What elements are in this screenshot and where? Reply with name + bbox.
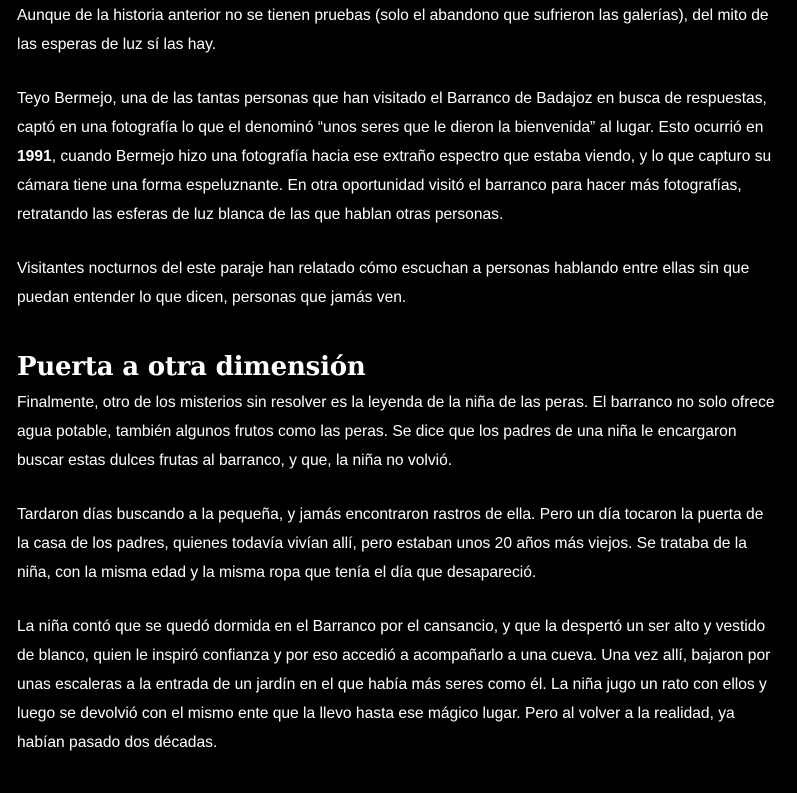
paragraph-teyo-bermejo	[17, 84, 777, 229]
paragraph-evidence: Aunque de la historia anterior no se tienen pruebas (solo el abandono que sufrieron las galerías), del mito de las esperas de luz sí las hay.	[17, 7, 769, 53]
paragraph-search: Tardaron días buscando a la pequeña, y jamás encontraron rastros de ella. Pero un día tocaron la puerta de la casa de los padres, quienes todavía vivían allí, pero estaban unos 20 años más viejos. Se trataba de la niña, con la misma edad y la misma ropa que tenía el día que desapareció.	[17, 506, 764, 581]
paragraph-girl-story: La niña contó que se quedó dormida en el Barranco por el cansancio, y que la despertó un ser alto y vestido de blanco, quien le inspiró confianza y por eso accedió a acompañarlo a una cueva. Una vez allí, bajaron por unas escaleras a la entrada de un jardín en el que había más seres como él. La niña jugo un rato con ellos y luego se devolvió con el mismo ente que la llevo hasta ese mágico lugar. Pero al volver a la realidad, ya habían pasado dos décadas.	[17, 618, 771, 751]
section-heading: Puerta a otra dimensión	[17, 352, 366, 382]
paragraph-pear-girl-legend: Finalmente, otro de los misterios sin resolver es la leyenda de la niña de las peras. El barranco no solo ofrece agua potable, también algunos frutos como las peras. Se dice que los padres de una niña le encargaron buscar estas dulces frutas al barranco, y que, la niña no volvió.	[17, 394, 775, 469]
paragraph-teyo-text-start: Teyo Bermejo, una de las tantas personas que han visitado el Barranco de Badajoz en busca de respuestas, captó en una fotografía lo que el denominó “unos seres que le dieron la bienvenida” al lugar. Esto ocurrió en	[17, 90, 767, 136]
paragraph-night-visitors: Visitantes nocturnos del este paraje han relatado cómo escuchan a personas hablando entre ellas sin que puedan entender lo que dicen, personas que jamás ven.	[17, 260, 750, 306]
article-body	[17, 0, 777, 782]
year-highlight: 1991	[17, 148, 52, 165]
paragraph-teyo-text-end: , cuando Bermejo hizo una fotografía hacia ese extraño espectro que estaba viendo, y lo que capturo su cámara tiene una forma espeluznante. En otra oportunidad visitó el barranco para hacer más fotografías, retratando las esferas de luz blanca de las que hablan otras personas.	[17, 148, 772, 223]
